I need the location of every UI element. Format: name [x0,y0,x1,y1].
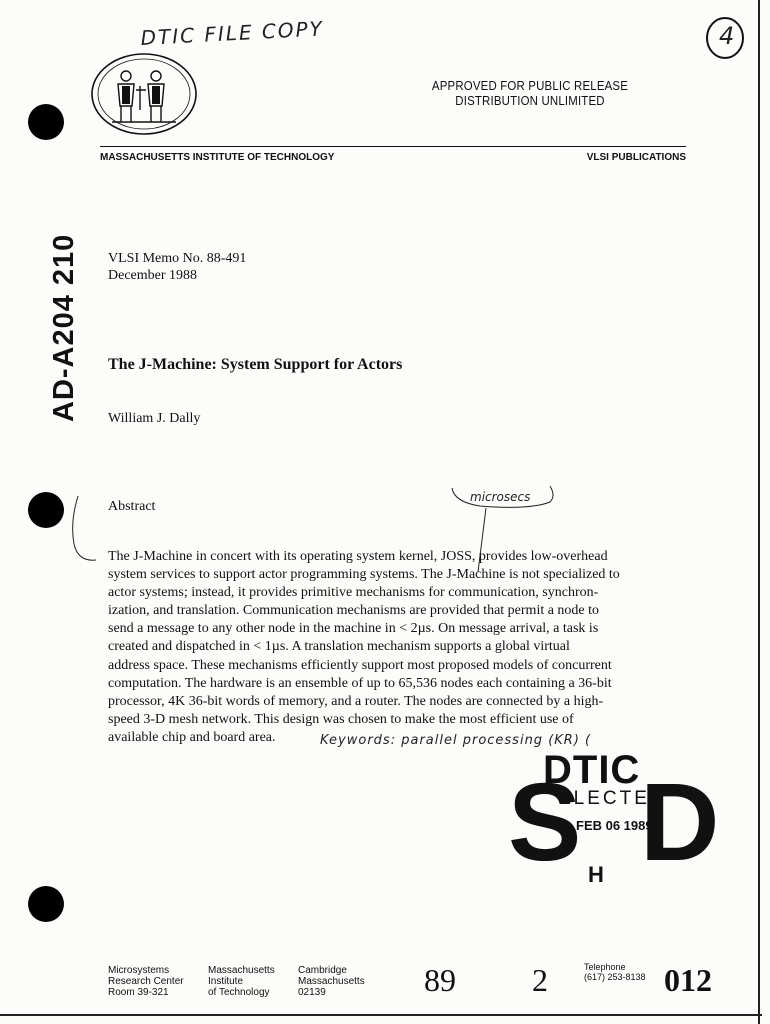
memo-info [108,250,246,284]
ad-number-stamp: AD-A204 210 [48,233,80,422]
punch-hole-bottom [28,886,64,922]
footer-line: Microsystems [108,965,170,976]
abstract-line: system services to support actor programming systems. The J-Machine is not specialized to [108,567,620,583]
page-edge-right [758,0,760,1024]
abstract-line: created and dispatched in < 1µs. A translation mechanism supports a global virtual [108,639,570,655]
footer-address-col-2 [208,965,275,998]
document-title: The J-Machine: System Support for Actors [108,356,403,373]
stamp-letter-s: S [508,761,582,884]
footer-phone [584,962,646,982]
footer-line: Massachusetts [298,976,365,987]
abstract-line: The J-Machine in concert with its operating system kernel, JOSS, provides low-overhead [108,549,608,564]
file-copy-stamp: DTIC FILE COPY [140,16,325,50]
memo-date: December 1988 [108,268,198,283]
punch-hole-middle [28,492,64,528]
abstract-line: speed 3-D mesh network. This design was chosen to make the most efficient use of [108,711,574,727]
dtic-stamp-title: DTIC [543,748,641,792]
footer-address-col-3 [298,965,365,998]
footer-line: Massachusetts [208,965,275,976]
release-line-1: APPROVED FOR PUBLIC RELEASE [431,78,629,93]
page-edge-bottom [0,1014,762,1016]
accession-number-2: 2 [532,962,548,998]
abstract-line: send a message to any other node in the machine in < 2µs. On message arrival, a task is [108,621,599,637]
phone-label: Telephone [584,962,626,972]
abstract-line: actor systems; instead, it provides primitive mechanisms for communication, synchron- [108,585,599,601]
header-series: VLSI PUBLICATIONS [586,152,686,163]
header-rule [100,146,686,147]
footer-line: 02139 [298,987,326,998]
footer-line: Research Center [108,976,184,987]
abstract-line: processor, 4K 36-bit words of memory, and a router. The nodes are connected by a high- [108,693,604,709]
footer-line: of Technology [208,987,270,998]
footer-line: Room 39-321 [108,987,169,998]
punch-hole-top [28,104,64,140]
abstract-line: computation. The hardware is an ensemble of up to 65,536 nodes each containing a 36-bit [108,675,612,691]
accession-number-1: 89 [424,962,456,998]
stamp-date: FEB 06 1989 [576,818,653,833]
stamp-letter-d: D [640,761,720,884]
memo-number: VLSI Memo No. 88-491 [108,251,247,266]
stamp-letter-h: H [588,862,604,887]
phone-number: (617) 253-8138 [584,972,646,982]
handwritten-note-bottom: Keywords: parallel processing (KR) ( [320,733,592,748]
footer-address-col-1 [108,965,184,998]
mit-seal-icon [88,50,200,138]
stamp-electe: ELECTE [558,788,650,809]
footer-line: Cambridge [298,965,347,976]
author: William J. Dally [108,411,201,426]
release-statement [398,78,662,108]
release-line-2: DISTRIBUTION UNLIMITED [455,93,605,108]
abstract-heading: Abstract [108,499,156,514]
abstract-line: available chip and board area. [108,729,276,745]
abstract-line: address space. These mechanisms efficiently support most proposed models of concurrent [108,657,612,673]
abstract-body [108,548,688,747]
accession-number-3: 012 [664,962,712,998]
page-marker: 4 [719,22,735,50]
footer-line: Institute [208,976,244,987]
abstract-line: ization, and translation. Communication mechanisms are provided that permit a node to [108,603,600,619]
header-institution: MASSACHUSETTS INSTITUTE OF TECHNOLOGY [100,152,335,163]
handwritten-note-top: microsecs [470,490,531,504]
